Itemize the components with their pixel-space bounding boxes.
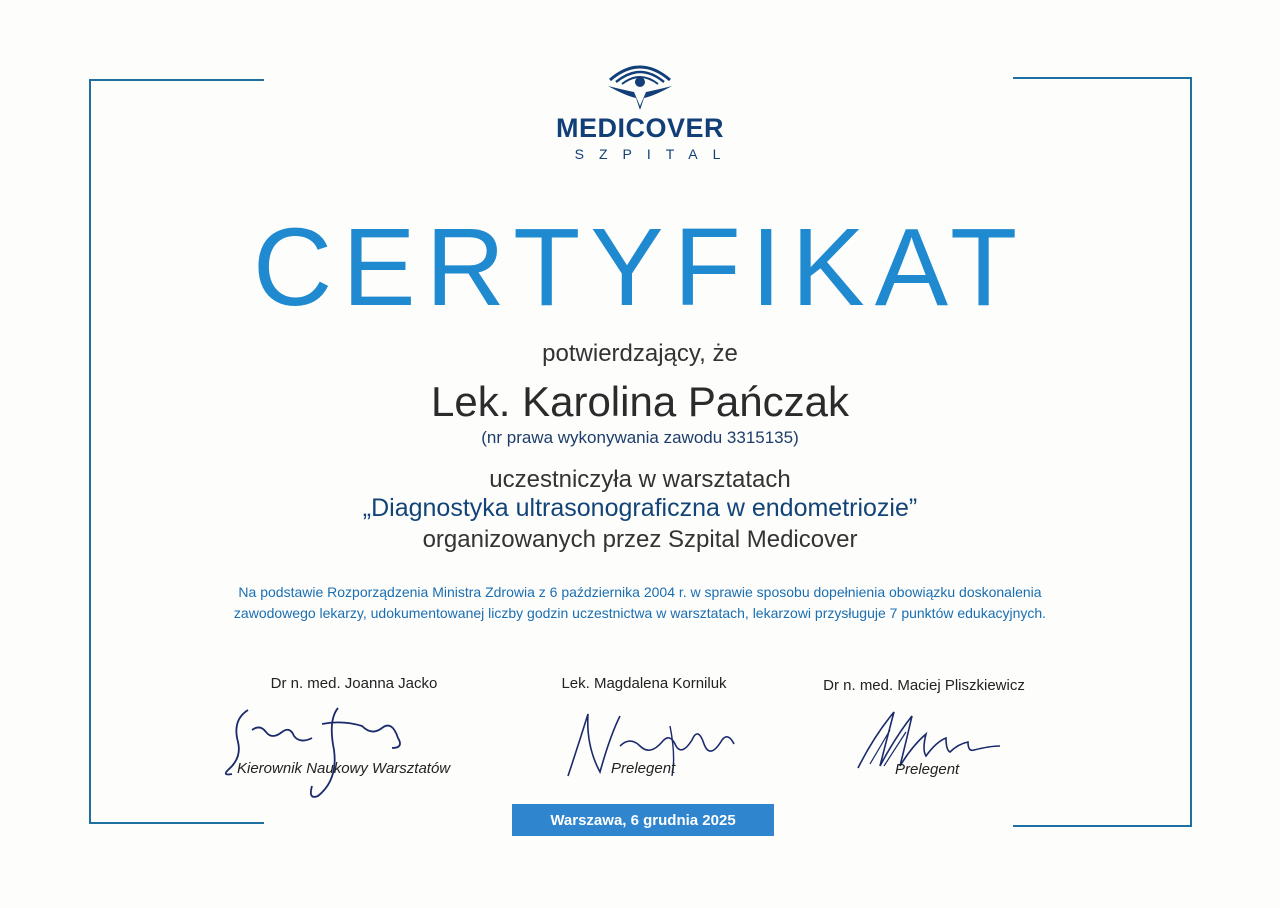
license-number: (nr prawa wykonywania zawodu 3315135) bbox=[481, 428, 799, 447]
legal-line-2: zawodowego lekarzy, udokumentowanej liczby godzin uczestnictwa w warsztatach, lekarzowi przysługuje 7 punktów edukacyjnych. bbox=[233, 605, 1047, 621]
certificate-title: CERTYFIKAT bbox=[252, 206, 1028, 329]
legal-basis-text bbox=[140, 582, 1140, 624]
participation-text: uczestniczyła w warsztatach bbox=[489, 466, 791, 493]
signature-korniluk-icon bbox=[560, 706, 760, 791]
recipient-name: Lek. Karolina Pańczak bbox=[431, 378, 849, 425]
frame-left bbox=[89, 79, 91, 824]
signatory-3 bbox=[774, 677, 1074, 694]
signatory-3-name: Dr n. med. Maciej Pliszkiewicz bbox=[823, 677, 1025, 694]
confirm-text: potwierdzający, że bbox=[542, 340, 738, 367]
signatory-2-role: Prelegent bbox=[611, 760, 676, 777]
signatory-1 bbox=[204, 675, 504, 692]
organizer-text: organizowanych przez Szpital Medicover bbox=[422, 526, 858, 553]
medicover-logo-icon bbox=[590, 52, 690, 112]
workshop-title: „Diagnostyka ultrasonograficzna w endometriozie” bbox=[362, 494, 918, 522]
signatory-3-role: Prelegent bbox=[895, 761, 960, 778]
signatory-1-name: Dr n. med. Joanna Jacko bbox=[270, 675, 438, 692]
frame-top-left bbox=[90, 79, 264, 81]
brand-subtitle: SZPITAL bbox=[574, 146, 736, 162]
frame-bottom-right bbox=[1013, 825, 1192, 827]
frame-bottom-left bbox=[90, 822, 264, 824]
frame-right bbox=[1190, 77, 1192, 827]
signatory-1-role: Kierownik Naukowy Warsztatów bbox=[237, 760, 451, 777]
date-place-badge: Warszawa, 6 grudnia 2025 bbox=[512, 804, 774, 836]
brand-name: MEDICOVER bbox=[555, 113, 725, 143]
legal-line-1: Na podstawie Rozporządzenia Ministra Zdrowia z 6 października 2004 r. w sprawie sposobu dopełnienia obowiązku doskonalenia bbox=[238, 584, 1042, 600]
signature-jacko-icon bbox=[218, 700, 418, 805]
frame-top-right bbox=[1013, 77, 1192, 79]
signatory-2-name: Lek. Magdalena Korniluk bbox=[561, 675, 727, 692]
signatory-2 bbox=[494, 675, 794, 692]
